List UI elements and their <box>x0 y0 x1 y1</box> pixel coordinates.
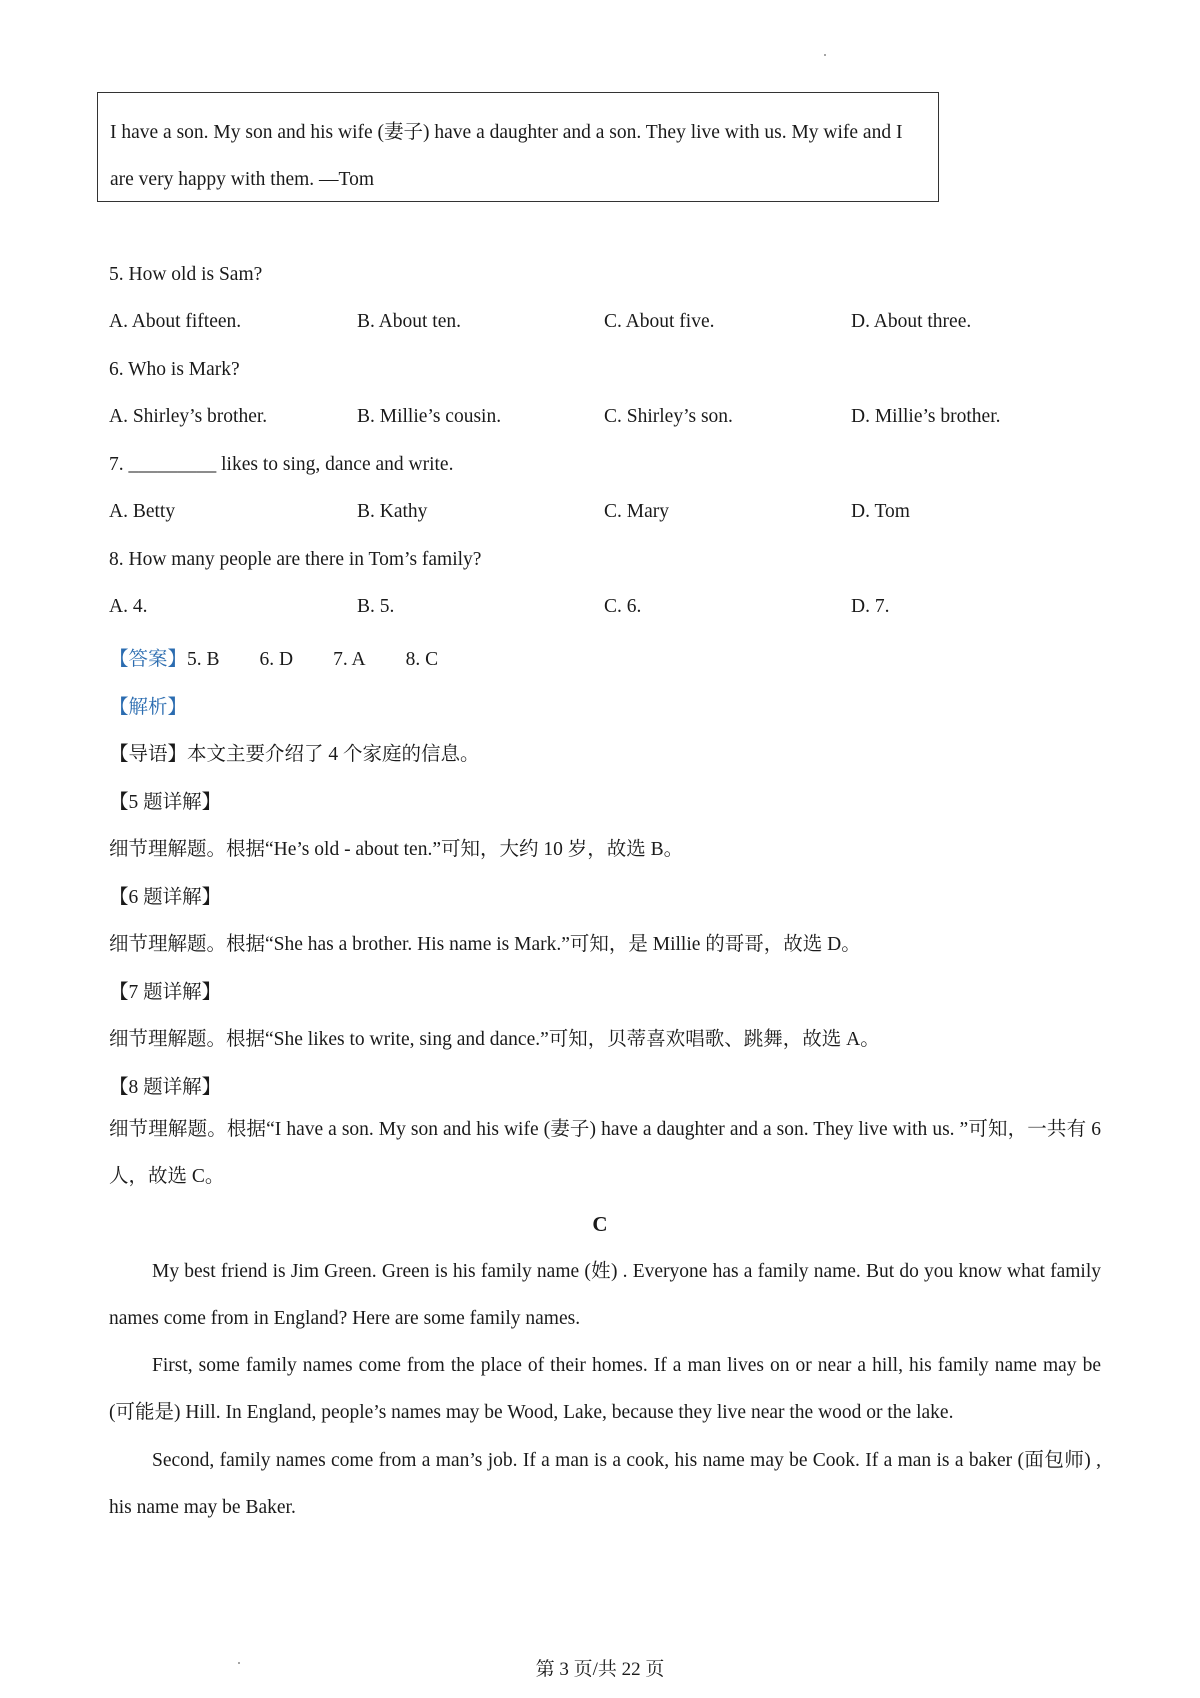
page-footer: 第 3 页/共 22 页 <box>535 1659 665 1680</box>
question-stem: 7. _________ likes to sing, dance and write. <box>109 454 454 475</box>
passage-box <box>97 92 939 202</box>
section-paragraph: First, some family names come from the place of their homes. If a man lives on or near a hill, his family name may be (可能是) Hill. In England, people’s names may be Wood, Lake, because they live near the wood or the lake. <box>109 1355 1101 1423</box>
question-stem: 5. How old is Sam? <box>109 264 263 285</box>
option-a: A. Shirley’s brother. <box>109 406 268 427</box>
option-c: C. 6. <box>604 596 642 617</box>
detail-title: 【7 题详解】 <box>109 982 222 1003</box>
option-b: B. Millie’s cousin. <box>357 406 502 427</box>
option-b: B. 5. <box>357 596 395 617</box>
section-paragraph: Second, family names come from a man’s job. If a man is a cook, his name may be Cook. If a man is a baker (面包师) , his name may be Baker. <box>109 1450 1101 1518</box>
section-paragraph: My best friend is Jim Green. Green is his family name (姓) . Everyone has a family name. But do you know what family names come from in England? Here are some family names. <box>109 1261 1101 1329</box>
answer-line <box>109 643 438 671</box>
analysis-intro: 【导语】本文主要介绍了 4 个家庭的信息。 <box>109 744 480 765</box>
answer-item: 5. B <box>187 649 220 670</box>
detail-text: 细节理解题。根据“She has a brother. His name is Mark.”可知，是 Millie 的哥哥，故选 D。 <box>109 934 861 955</box>
detail-text: 细节理解题。根据“He’s old - about ten.”可知，大约 10 岁，故选 B。 <box>109 839 684 860</box>
section-heading: C <box>592 1212 608 1236</box>
detail-title: 【8 题详解】 <box>109 1077 222 1098</box>
detail-text: 细节理解题。根据“She likes to write, sing and dance.”可知，贝蒂喜欢唱歌、跳舞，故选 A。 <box>109 1029 880 1050</box>
answer-label: 【答案】 <box>109 649 188 670</box>
option-d: D. Millie’s brother. <box>851 406 1001 427</box>
option-d: D. About three. <box>851 311 972 332</box>
detail-title: 【5 题详解】 <box>109 792 222 813</box>
detail-title: 【6 题详解】 <box>109 887 222 908</box>
answer-item: 8. C <box>405 649 439 670</box>
option-a: A. 4. <box>109 596 148 617</box>
option-c: C. About five. <box>604 311 715 332</box>
answer-item: 6. D <box>259 649 294 670</box>
scan-dot <box>824 54 826 56</box>
option-c: C. Mary <box>604 501 669 522</box>
option-d: D. Tom <box>851 501 910 522</box>
answer-item: 7. A <box>333 649 366 670</box>
option-c: C. Shirley’s son. <box>604 406 733 427</box>
option-a: A. Betty <box>109 501 176 522</box>
question-stem: 8. How many people are there in Tom’s family? <box>109 549 482 570</box>
option-b: B. Kathy <box>357 501 428 522</box>
detail-text: 细节理解题。根据“I have a son. My son and his wife (妻子) have a daughter and a son. They live with us. ”可知，一共有 6 人，故选 C。 <box>109 1119 1101 1187</box>
question-stem: 6. Who is Mark? <box>109 359 240 380</box>
analysis-label: 【解析】 <box>109 697 188 718</box>
option-b: B. About ten. <box>357 311 462 332</box>
passage-text: I have a son. My son and his wife (妻子) have a daughter and a son. They live with us. My wife and I are very happy with them. —Tom <box>110 122 903 190</box>
option-a: A. About fifteen. <box>109 311 242 332</box>
option-d: D. 7. <box>851 596 890 617</box>
